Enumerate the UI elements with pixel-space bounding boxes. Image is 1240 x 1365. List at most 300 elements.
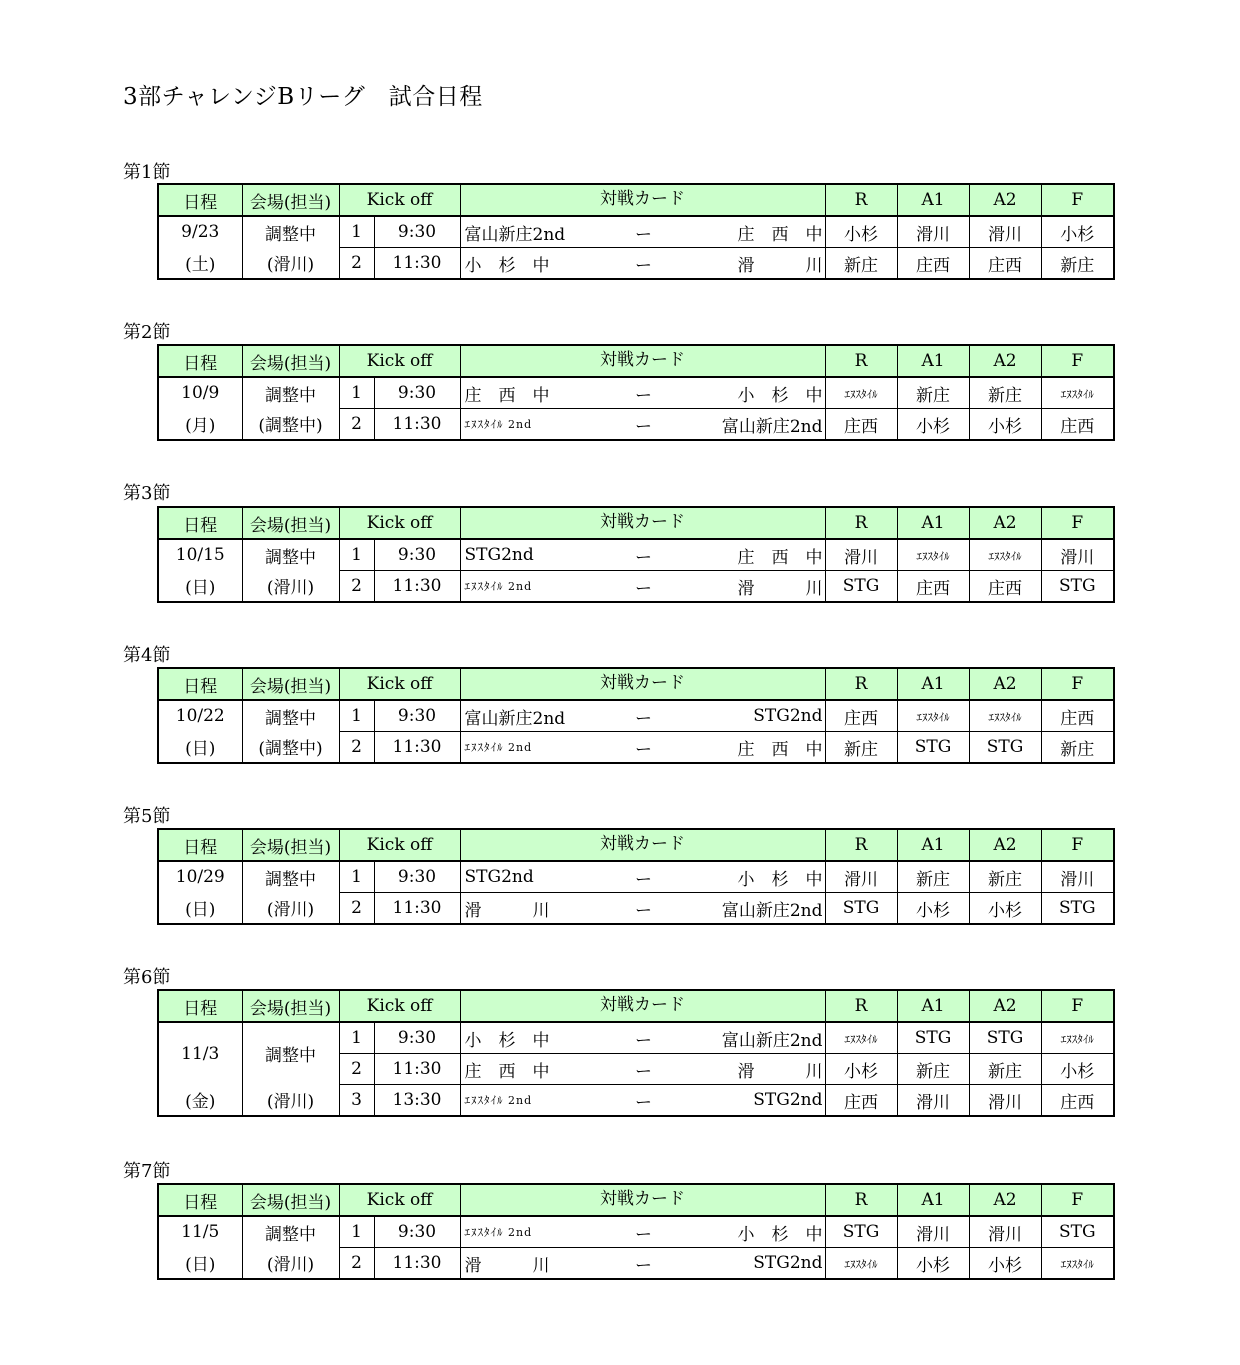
match-card-cell — [460, 732, 825, 764]
match-number-cell-text: 2 — [351, 253, 362, 273]
match-weekday: (日) — [185, 578, 216, 599]
official-f-cell — [1041, 1248, 1114, 1280]
header-date — [158, 345, 242, 377]
kickoff-time-cell — [374, 377, 460, 409]
versus-dash: ー — [635, 869, 652, 890]
kickoff-time-cell-text: 13:30 — [392, 1090, 442, 1110]
home-team: 滑 川 — [464, 900, 550, 921]
official-f-cell-text: 庄西 — [1060, 1092, 1095, 1113]
match-date: 10/9 — [181, 383, 220, 404]
match-card — [461, 862, 825, 892]
header-f-text: F — [1071, 996, 1084, 1016]
round-label: 第5節 — [123, 806, 171, 827]
header-kickoff-text: Kick off — [366, 674, 433, 694]
official-r-cell-text: 庄西 — [844, 1092, 878, 1113]
table-header-row — [158, 345, 1114, 377]
match-card-cell — [460, 700, 825, 732]
venue-charge: (滑川) — [266, 1255, 315, 1276]
header-r-text: R — [854, 513, 868, 533]
header-date-text: 日程 — [183, 1192, 218, 1213]
official-a1-cell — [897, 377, 969, 409]
header-a1-text: A1 — [921, 674, 945, 694]
table-header-row — [158, 1184, 1114, 1216]
venue-cell — [242, 248, 339, 280]
header-a1-text: A1 — [921, 835, 945, 855]
table-row — [158, 539, 1114, 571]
official-r-cell-text: ｴﾇｽﾀｲﾙ — [844, 1258, 878, 1271]
header-f — [1041, 507, 1114, 539]
official-r-cell — [825, 1085, 897, 1117]
header-a2-text: A2 — [993, 1190, 1017, 1210]
header-date-text: 日程 — [183, 515, 218, 536]
official-r-cell-text: STG — [842, 898, 880, 918]
header-a1 — [897, 1184, 969, 1216]
match-date: 11/5 — [181, 1222, 220, 1243]
match-number-cell — [339, 893, 374, 925]
match-number-cell — [339, 1216, 374, 1248]
official-f-cell-text: STG — [1058, 1222, 1096, 1242]
header-a1 — [897, 507, 969, 539]
away-team: 滑 川 — [737, 255, 823, 276]
versus-dash: ー — [635, 1224, 652, 1245]
away-team: 庄 西 中 — [737, 224, 823, 245]
header-a1-text: A1 — [921, 190, 945, 210]
away-team: STG2nd — [753, 706, 823, 726]
match-card-cell — [460, 409, 825, 441]
official-f-cell-text: 庄西 — [1060, 708, 1095, 729]
match-date: 10/22 — [175, 706, 225, 727]
date-cell — [158, 409, 242, 441]
venue-name: 調整中 — [265, 708, 316, 729]
venue-name: 調整中 — [265, 869, 316, 890]
official-a1-cell — [897, 1248, 969, 1280]
home-team: 富山新庄2nd — [464, 224, 566, 245]
official-r-cell — [825, 1054, 897, 1085]
header-card-text: 対戦カード — [600, 511, 685, 532]
official-r-cell-text: 小杉 — [844, 224, 878, 245]
header-card — [460, 668, 825, 700]
header-r — [825, 1184, 897, 1216]
match-number-cell — [339, 248, 374, 280]
away-team: 富山新庄2nd — [721, 1030, 823, 1051]
venue-cell — [242, 571, 339, 603]
header-card-text: 対戦カード — [600, 833, 685, 854]
header-kickoff — [339, 507, 460, 539]
header-r-text: R — [854, 674, 868, 694]
kickoff-time-cell-text: 9:30 — [397, 383, 437, 403]
away-team: 庄 西 中 — [737, 739, 823, 760]
official-f-cell — [1041, 248, 1114, 280]
match-number-cell — [339, 1085, 374, 1117]
schedule-table — [157, 183, 1115, 280]
versus-dash: ー — [635, 1255, 652, 1276]
versus-dash: ー — [635, 255, 652, 276]
match-card — [461, 701, 825, 731]
schedule-table — [157, 989, 1115, 1117]
kickoff-time-cell-text: 11:30 — [392, 1253, 442, 1273]
official-a2-cell-text: 小杉 — [988, 416, 1022, 437]
official-f-cell-text: STG — [1058, 576, 1096, 596]
away-team: 富山新庄2nd — [721, 900, 823, 921]
venue-cell — [242, 732, 339, 764]
header-a2-text: A2 — [993, 674, 1017, 694]
official-r-cell — [825, 216, 897, 248]
header-r-text: R — [854, 996, 868, 1016]
official-a2-cell-text: STG — [986, 1028, 1024, 1048]
date-cell — [158, 248, 242, 280]
venue-name: 調整中 — [265, 224, 316, 245]
header-kickoff-text: Kick off — [366, 351, 433, 371]
table-row — [158, 700, 1114, 732]
match-weekday: (日) — [185, 1255, 216, 1276]
official-r-cell-text: 庄西 — [844, 708, 878, 729]
match-card-cell — [460, 1022, 825, 1054]
header-r — [825, 668, 897, 700]
header-card-text: 対戦カード — [600, 188, 685, 209]
table-row — [158, 1216, 1114, 1248]
date-cell — [158, 571, 242, 603]
match-card-cell — [460, 1216, 825, 1248]
official-r-cell — [825, 571, 897, 603]
match-date: 11/3 — [181, 1043, 220, 1064]
away-team: 滑 川 — [737, 578, 823, 599]
round-label: 第2節 — [123, 322, 171, 343]
official-r-cell-text: 滑川 — [844, 547, 878, 568]
official-r-cell-text: STG — [842, 576, 880, 596]
away-team: 滑 川 — [737, 1061, 823, 1082]
table-row — [158, 216, 1114, 248]
official-a2-cell — [969, 1054, 1041, 1085]
venue-name: 調整中 — [265, 385, 316, 406]
header-kickoff — [339, 1184, 460, 1216]
header-date-text: 日程 — [183, 837, 218, 858]
venue-cell — [242, 861, 339, 893]
header-a2 — [969, 829, 1041, 861]
kickoff-time-cell-text: 9:30 — [397, 1028, 437, 1048]
official-a1-cell-text: STG — [914, 737, 952, 757]
official-f-cell — [1041, 1085, 1114, 1117]
match-number-cell-text: 2 — [351, 737, 362, 757]
kickoff-time-cell-text: 9:30 — [397, 867, 437, 887]
header-kickoff — [339, 668, 460, 700]
table-row — [158, 571, 1114, 603]
header-date — [158, 829, 242, 861]
table-row — [158, 1085, 1114, 1117]
match-card — [461, 248, 825, 278]
official-a1-cell-text: 庄西 — [916, 578, 950, 599]
kickoff-time-cell-text: 11:30 — [392, 576, 442, 596]
header-r — [825, 507, 897, 539]
date-cell — [158, 893, 242, 925]
match-card — [461, 732, 825, 762]
table-row — [158, 893, 1114, 925]
home-team: 小 杉 中 — [464, 255, 550, 276]
official-f-cell — [1041, 1054, 1114, 1085]
official-a2-cell — [969, 732, 1041, 764]
kickoff-time-cell — [374, 893, 460, 925]
match-number-cell-text: 2 — [351, 1059, 362, 1079]
official-a1-cell — [897, 1216, 969, 1248]
header-f-text: F — [1071, 351, 1084, 371]
date-cell — [158, 216, 242, 248]
official-a1-cell — [897, 216, 969, 248]
official-r-cell — [825, 1248, 897, 1280]
versus-dash: ー — [635, 1061, 652, 1082]
venue-cell — [242, 1248, 339, 1280]
official-r-cell — [825, 248, 897, 280]
table-row — [158, 1022, 1114, 1054]
official-a1-cell — [897, 248, 969, 280]
match-card — [461, 540, 825, 570]
kickoff-time-cell — [374, 1054, 460, 1085]
official-r-cell — [825, 893, 897, 925]
versus-dash: ー — [635, 224, 652, 245]
table-header-row — [158, 829, 1114, 861]
official-r-cell-text: 滑川 — [844, 869, 878, 890]
match-card — [461, 409, 825, 439]
round-label: 第4節 — [123, 645, 171, 666]
official-a1-cell-text: 小杉 — [916, 416, 950, 437]
header-venue-text: 会場(担当) — [249, 192, 332, 213]
home-team: 富山新庄2nd — [464, 708, 566, 729]
official-a2-cell-text: ｴﾇｽﾀｲﾙ — [988, 550, 1022, 563]
header-venue — [242, 1184, 339, 1216]
header-card — [460, 1184, 825, 1216]
home-team: ｴﾇｽﾀｲﾙ 2nd — [464, 741, 533, 754]
kickoff-time-cell — [374, 732, 460, 764]
header-a1 — [897, 668, 969, 700]
official-r-cell — [825, 861, 897, 893]
match-date: 10/15 — [175, 545, 225, 566]
header-r — [825, 345, 897, 377]
header-date — [158, 507, 242, 539]
versus-dash: ー — [635, 1092, 652, 1113]
match-number-cell-text: 1 — [351, 706, 362, 726]
match-number-cell — [339, 1054, 374, 1085]
match-card — [461, 217, 825, 247]
header-date — [158, 1184, 242, 1216]
match-number-cell-text: 1 — [351, 383, 362, 403]
official-f-cell — [1041, 700, 1114, 732]
match-number-cell-text: 2 — [351, 414, 362, 434]
match-card-cell — [460, 216, 825, 248]
match-number-cell — [339, 216, 374, 248]
match-number-cell-text: 2 — [351, 576, 362, 596]
header-r-text: R — [854, 190, 868, 210]
venue-name: 調整中 — [265, 547, 316, 568]
table-row — [158, 861, 1114, 893]
header-f — [1041, 668, 1114, 700]
table-header-row — [158, 990, 1114, 1022]
date-cell — [158, 700, 242, 732]
official-r-cell-text: ｴﾇｽﾀｲﾙ — [844, 388, 878, 401]
official-a2-cell — [969, 893, 1041, 925]
kickoff-time-cell-text: 11:30 — [392, 737, 442, 757]
official-a1-cell — [897, 893, 969, 925]
official-a2-cell-text: 新庄 — [988, 869, 1022, 890]
official-a2-cell — [969, 377, 1041, 409]
table-row — [158, 409, 1114, 441]
header-venue — [242, 990, 339, 1022]
official-f-cell — [1041, 377, 1114, 409]
header-a1 — [897, 990, 969, 1022]
match-card-cell — [460, 248, 825, 280]
match-card-cell — [460, 1054, 825, 1085]
official-a1-cell — [897, 571, 969, 603]
official-a2-cell — [969, 571, 1041, 603]
header-f-text: F — [1071, 513, 1084, 533]
official-a2-cell — [969, 1022, 1041, 1054]
official-f-cell-text: 新庄 — [1060, 739, 1095, 760]
match-number-cell — [339, 377, 374, 409]
official-f-cell — [1041, 216, 1114, 248]
round-label: 第1節 — [123, 162, 171, 183]
table-row — [158, 248, 1114, 280]
official-a2-cell-text: 庄西 — [988, 578, 1022, 599]
header-a1-text: A1 — [921, 513, 945, 533]
match-number-cell — [339, 732, 374, 764]
official-a2-cell — [969, 539, 1041, 571]
official-a2-cell-text: 新庄 — [988, 1061, 1022, 1082]
header-venue — [242, 829, 339, 861]
home-team: 小 杉 中 — [464, 1030, 550, 1051]
venue-cell — [242, 1022, 339, 1085]
versus-dash: ー — [635, 547, 652, 568]
kickoff-time-cell — [374, 216, 460, 248]
header-date — [158, 668, 242, 700]
official-f-cell-text: 庄西 — [1060, 416, 1095, 437]
header-venue-text: 会場(担当) — [249, 353, 332, 374]
official-r-cell-text: 庄西 — [844, 416, 878, 437]
header-date-text: 日程 — [183, 998, 218, 1019]
header-f-text: F — [1071, 835, 1084, 855]
kickoff-time-cell — [374, 1022, 460, 1054]
match-weekday: (日) — [185, 900, 216, 921]
header-a2-text: A2 — [993, 835, 1017, 855]
away-team: STG2nd — [753, 1253, 823, 1273]
match-card-cell — [460, 539, 825, 571]
official-a1-cell — [897, 861, 969, 893]
header-a2 — [969, 668, 1041, 700]
table-row — [158, 377, 1114, 409]
match-card — [461, 1217, 825, 1247]
header-card — [460, 507, 825, 539]
header-a2-text: A2 — [993, 351, 1017, 371]
official-r-cell — [825, 1216, 897, 1248]
official-f-cell — [1041, 732, 1114, 764]
versus-dash: ー — [635, 578, 652, 599]
header-f — [1041, 184, 1114, 216]
official-a2-cell — [969, 861, 1041, 893]
match-card — [461, 1085, 825, 1115]
match-card-cell — [460, 893, 825, 925]
away-team: 富山新庄2nd — [721, 416, 823, 437]
table-header-row — [158, 507, 1114, 539]
header-r-text: R — [854, 1190, 868, 1210]
venue-cell — [242, 409, 339, 441]
kickoff-time-cell — [374, 1085, 460, 1117]
match-number-cell — [339, 861, 374, 893]
official-f-cell-text: ｴﾇｽﾀｲﾙ — [1060, 388, 1094, 401]
header-kickoff-text: Kick off — [366, 1190, 433, 1210]
official-a1-cell — [897, 1022, 969, 1054]
official-a1-cell-text: ｴﾇｽﾀｲﾙ — [916, 711, 950, 724]
schedule-table — [157, 667, 1115, 764]
venue-cell — [242, 539, 339, 571]
header-venue — [242, 345, 339, 377]
kickoff-time-cell — [374, 1248, 460, 1280]
date-cell — [158, 1085, 242, 1117]
home-team: 滑 川 — [464, 1255, 550, 1276]
header-a2 — [969, 1184, 1041, 1216]
header-kickoff — [339, 990, 460, 1022]
header-card — [460, 345, 825, 377]
header-date-text: 日程 — [183, 676, 218, 697]
official-a1-cell-text: 新庄 — [916, 869, 950, 890]
header-card — [460, 990, 825, 1022]
official-a1-cell — [897, 732, 969, 764]
official-a1-cell-text: ｴﾇｽﾀｲﾙ — [916, 550, 950, 563]
kickoff-time-cell — [374, 861, 460, 893]
match-number-cell-text: 1 — [351, 545, 362, 565]
header-venue-text: 会場(担当) — [249, 515, 332, 536]
official-a1-cell-text: 小杉 — [916, 1255, 950, 1276]
official-a1-cell-text: 新庄 — [916, 1061, 950, 1082]
header-a1 — [897, 829, 969, 861]
kickoff-time-cell — [374, 571, 460, 603]
date-cell — [158, 732, 242, 764]
official-a2-cell-text: 新庄 — [988, 385, 1022, 406]
date-cell — [158, 539, 242, 571]
official-r-cell-text: 新庄 — [844, 255, 878, 276]
match-card — [461, 571, 825, 601]
match-weekday: (月) — [185, 416, 216, 437]
header-f-text: F — [1071, 1190, 1084, 1210]
header-a2 — [969, 345, 1041, 377]
header-r — [825, 829, 897, 861]
home-team: ｴﾇｽﾀｲﾙ 2nd — [464, 418, 533, 431]
kickoff-time-cell — [374, 1216, 460, 1248]
versus-dash: ー — [635, 416, 652, 437]
match-card-cell — [460, 571, 825, 603]
home-team: STG2nd — [464, 545, 534, 565]
official-f-cell-text: 小杉 — [1060, 1061, 1095, 1082]
header-venue-text: 会場(担当) — [249, 837, 332, 858]
official-f-cell-text: STG — [1058, 898, 1096, 918]
official-r-cell — [825, 1022, 897, 1054]
official-a2-cell-text: 滑川 — [988, 1092, 1022, 1113]
away-team: 庄 西 中 — [737, 547, 823, 568]
official-a1-cell-text: 小杉 — [916, 900, 950, 921]
official-r-cell — [825, 700, 897, 732]
header-card-text: 対戦カード — [600, 994, 685, 1015]
official-a1-cell-text: STG — [914, 1028, 952, 1048]
official-a2-cell-text: 小杉 — [988, 1255, 1022, 1276]
away-team: STG2nd — [753, 1090, 823, 1110]
round-label: 第6節 — [123, 967, 171, 988]
header-kickoff-text: Kick off — [366, 835, 433, 855]
versus-dash: ー — [635, 708, 652, 729]
official-f-cell — [1041, 539, 1114, 571]
header-kickoff — [339, 829, 460, 861]
official-a2-cell — [969, 1085, 1041, 1117]
kickoff-time-cell-text: 9:30 — [397, 545, 437, 565]
match-weekday: (日) — [185, 739, 216, 760]
date-cell — [158, 1248, 242, 1280]
venue-cell — [242, 377, 339, 409]
venue-charge: (調整中) — [258, 416, 323, 437]
match-card-cell — [460, 861, 825, 893]
